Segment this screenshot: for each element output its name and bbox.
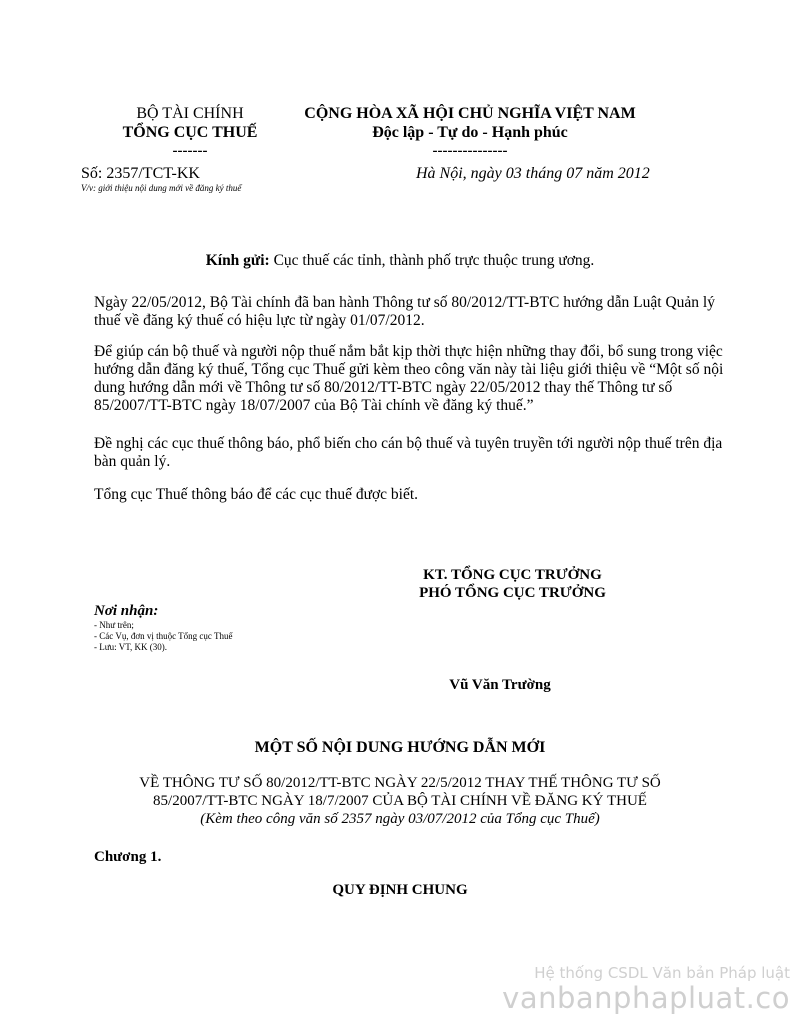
chapter-label: Chương 1. — [94, 849, 162, 865]
date-line: Hà Nội, ngày 03 tháng 07 năm 2012 — [416, 165, 650, 182]
signature-title — [380, 566, 645, 602]
watermark-line1: Hệ thống CSDL Văn bản Pháp luật — [534, 964, 790, 982]
national-motto: Độc lập - Tự do - Hạnh phúc — [372, 124, 568, 141]
document-number: Số: 2357/TCT-KK — [81, 165, 200, 182]
recipient-item: - Lưu: VT, KK (30). — [94, 642, 168, 652]
body-paragraph: Ngày 22/05/2012, Bộ Tài chính đã ban hành Thông tư số 80/2012/TT-BTC hướng dẫn Luật Quản lý thuế về đăng ký thuế có hiệu lực từ ngày 01/07/2012. — [94, 294, 715, 329]
header-left-divider: ------- — [172, 143, 208, 159]
signature-title-line1: KT. TỔNG CỤC TRƯỞNG — [423, 567, 602, 583]
country-name: CỘNG HÒA XÃ HỘI CHỦ NGHĨA VIỆT NAM — [304, 105, 636, 122]
signer-name: Vũ Văn Trường — [449, 677, 551, 693]
signature-title-line2: PHÓ TỔNG CỤC TRƯỞNG — [419, 585, 606, 601]
attachment-subtitle — [80, 774, 720, 828]
issuer-header — [100, 104, 280, 160]
chapter-title: QUY ĐỊNH CHUNG — [332, 882, 468, 898]
body-paragraph: Tổng cục Thuế thông báo để các cục thuế được biết. — [94, 486, 419, 503]
watermark — [502, 964, 790, 1014]
department-name: TỔNG CỤC THUẾ — [122, 124, 258, 141]
watermark-line2: vanbanphapluat.co — [502, 981, 790, 1015]
salutation — [0, 252, 800, 270]
salutation-label: Kính gửi: — [205, 252, 270, 269]
salutation-text: Cục thuế các tỉnh, thành phố trực thuộc trung ương. — [269, 252, 595, 269]
attachment-subtitle-line1: VỀ THÔNG TƯ SỐ 80/2012/TT-BTC NGÀY 22/5/2012 THAY THẾ THÔNG TƯ SỐ — [139, 775, 661, 791]
recipient-item: - Các Vụ, đơn vị thuộc Tổng cục Thuế — [94, 631, 233, 641]
body-paragraph: Đề nghị các cục thuế thông báo, phổ biến cho cán bộ thuế và tuyên truyền tới người nộp thuế trên địa bàn quản lý. — [94, 435, 723, 470]
attachment-note: (Kèm theo công văn số 2357 ngày 03/07/2012 của Tổng cục Thuế) — [200, 811, 600, 827]
body-paragraph: Để giúp cán bộ thuế và người nộp thuế nắm bắt kịp thời thực hiện những thay đổi, bổ sung trong việc hướng dẫn đăng ký thuế, Tổng cục Thuế gửi kèm theo công văn này tài liệu giới thiệu về “Một số nội dung hướng dẫn mới về Thông tư số 80/2012/TT-BTC ngày 22/05/2012 thay thế Thông tư số 85/2007/TT-BTC ngày 18/07/2007 của Bộ Tài chính về đăng ký thuế.” — [94, 343, 724, 414]
attachment-subtitle-line2: 85/2007/TT-BTC NGÀY 18/7/2007 CỦA BỘ TÀI CHÍNH VỀ ĐĂNG KÝ THUẾ — [153, 793, 647, 809]
recipient-item: - Như trên; — [94, 620, 134, 630]
recipients-title: Nơi nhận: — [94, 603, 159, 619]
ministry-name: BỘ TÀI CHÍNH — [136, 105, 244, 122]
document-subject: V/v: giới thiệu nội dung mới về đăng ký thuế — [81, 183, 242, 193]
national-header — [290, 104, 650, 160]
recipients-block — [94, 602, 233, 653]
attachment-title: MỘT SỐ NỘI DUNG HƯỚNG DẪN MỚI — [254, 739, 546, 756]
header-right-divider: --------------- — [432, 143, 508, 159]
